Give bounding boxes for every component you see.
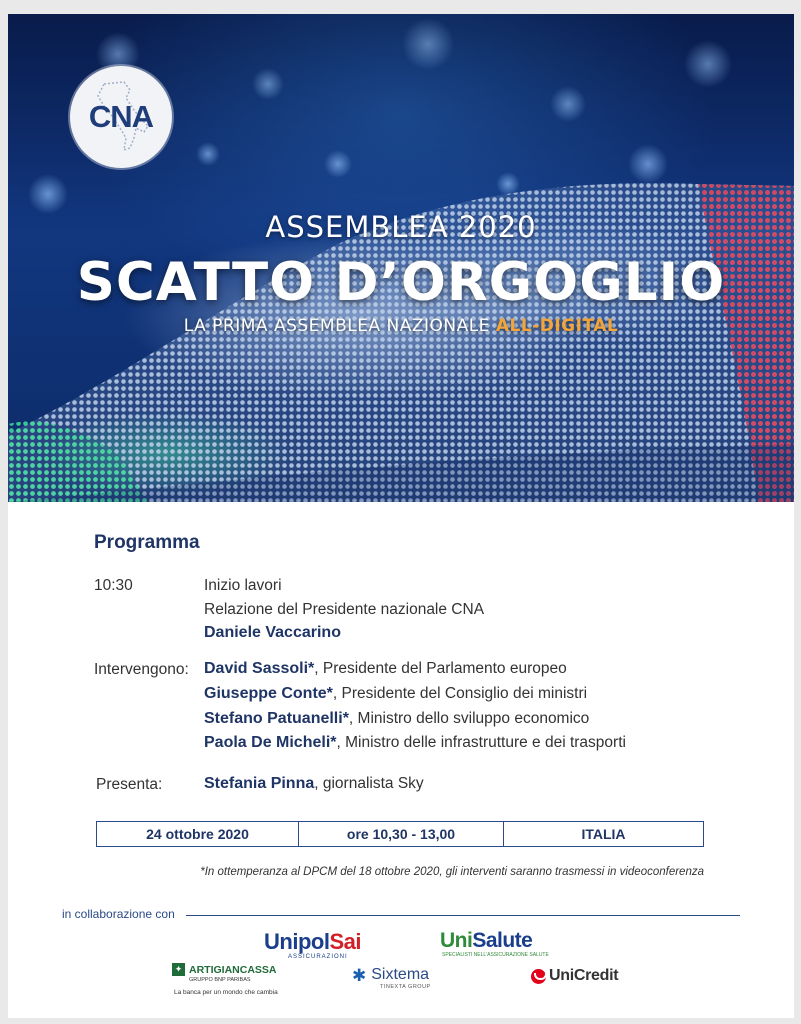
event-time: ore 10,30 - 13,00 (298, 822, 503, 846)
program-item: Inizio lavori (204, 577, 282, 594)
artigiancassa-mark-icon: ✦ (172, 963, 185, 976)
unipolsai-logo (264, 929, 361, 955)
event-edition: ASSEMBLEA 2020 (265, 210, 537, 244)
presenta-label: Presenta: (96, 776, 163, 793)
speaker-name: David Sassoli* (204, 660, 315, 677)
program-title: Programma (94, 532, 200, 553)
sixtema-star-icon: ✱ (352, 965, 367, 985)
collaboration-label: in collaborazione con (62, 907, 175, 921)
speaker-line (204, 685, 587, 703)
hero-banner (8, 14, 794, 502)
unipolsai-logo-part: Sai (329, 929, 361, 954)
unicredit-logo (531, 967, 618, 985)
unicredit-name: UniCredit (549, 967, 619, 984)
program-item: Relazione del Presidente nazionale CNA (204, 601, 485, 618)
host-line (204, 775, 424, 793)
speaker-role: , Presidente del Consiglio dei ministri (332, 685, 588, 702)
speaker-line (204, 734, 626, 752)
speaker-name: Stefano Patuanelli* (204, 710, 349, 727)
host-name: Stefania Pinna (204, 775, 315, 792)
speaker-role: , Ministro delle infrastrutture e dei trasporti (336, 734, 626, 751)
host-role: , giornalista Sky (314, 775, 424, 792)
president-name (204, 624, 341, 642)
unisalute-logo-part: Uni (440, 929, 473, 952)
unipolsai-logo-part: Unipol (264, 929, 330, 954)
speaker-role: , Ministro dello sviluppo economico (348, 710, 590, 727)
sixtema-logo (352, 966, 429, 984)
footnote: *In ottemperanza al DPCM del 18 ottobre 2020, gli interventi saranno trasmessi in videoconferenza (200, 866, 704, 878)
speaker-line (204, 710, 589, 728)
unisalute-logo (440, 929, 532, 953)
event-title: SCATTO D’ORGOGLIO (76, 252, 726, 313)
event-subtitle (8, 316, 794, 336)
program-time: 10:30 (94, 577, 133, 594)
artigiancassa-group: GRUPPO BNP PARIBAS (189, 977, 251, 983)
speaker-role: , Presidente del Parlamento europeo (314, 660, 567, 677)
event-place: ITALIA (503, 822, 703, 846)
collaboration-divider (186, 915, 740, 916)
intervengono-label: Intervengono: (94, 661, 189, 678)
invitation-sheet (8, 14, 794, 1018)
sixtema-tagline: TINEXTA GROUP (380, 984, 431, 990)
president-name-text: Daniele Vaccarino (204, 624, 341, 641)
speaker-line (204, 660, 567, 678)
artigiancassa-logo (172, 963, 278, 996)
speaker-name: Paola De Micheli* (204, 734, 337, 751)
event-date: 24 ottobre 2020 (146, 826, 249, 842)
artigiancassa-name: ARTIGIANCASSA (189, 963, 277, 976)
unicredit-icon (531, 969, 546, 984)
unisalute-logo-part: Salute (472, 929, 533, 952)
sixtema-name: Sixtema (371, 966, 430, 983)
event-info-table (96, 821, 704, 847)
cna-logo-text: CNA (88, 99, 154, 134)
event-subtitle-accent: ALL-DIGITAL (495, 316, 619, 336)
unipolsai-tagline: ASSICURAZIONI (288, 954, 348, 960)
unisalute-tagline: SPECIALISTI NELL'ASSICURAZIONE SALUTE (442, 952, 549, 958)
speaker-name: Giuseppe Conte* (204, 685, 333, 702)
cna-logo (70, 66, 172, 168)
event-subtitle-main: LA PRIMA ASSEMBLEA NAZIONALE (183, 316, 496, 336)
artigiancassa-tagline: La banca per un mondo che cambia (174, 989, 278, 996)
